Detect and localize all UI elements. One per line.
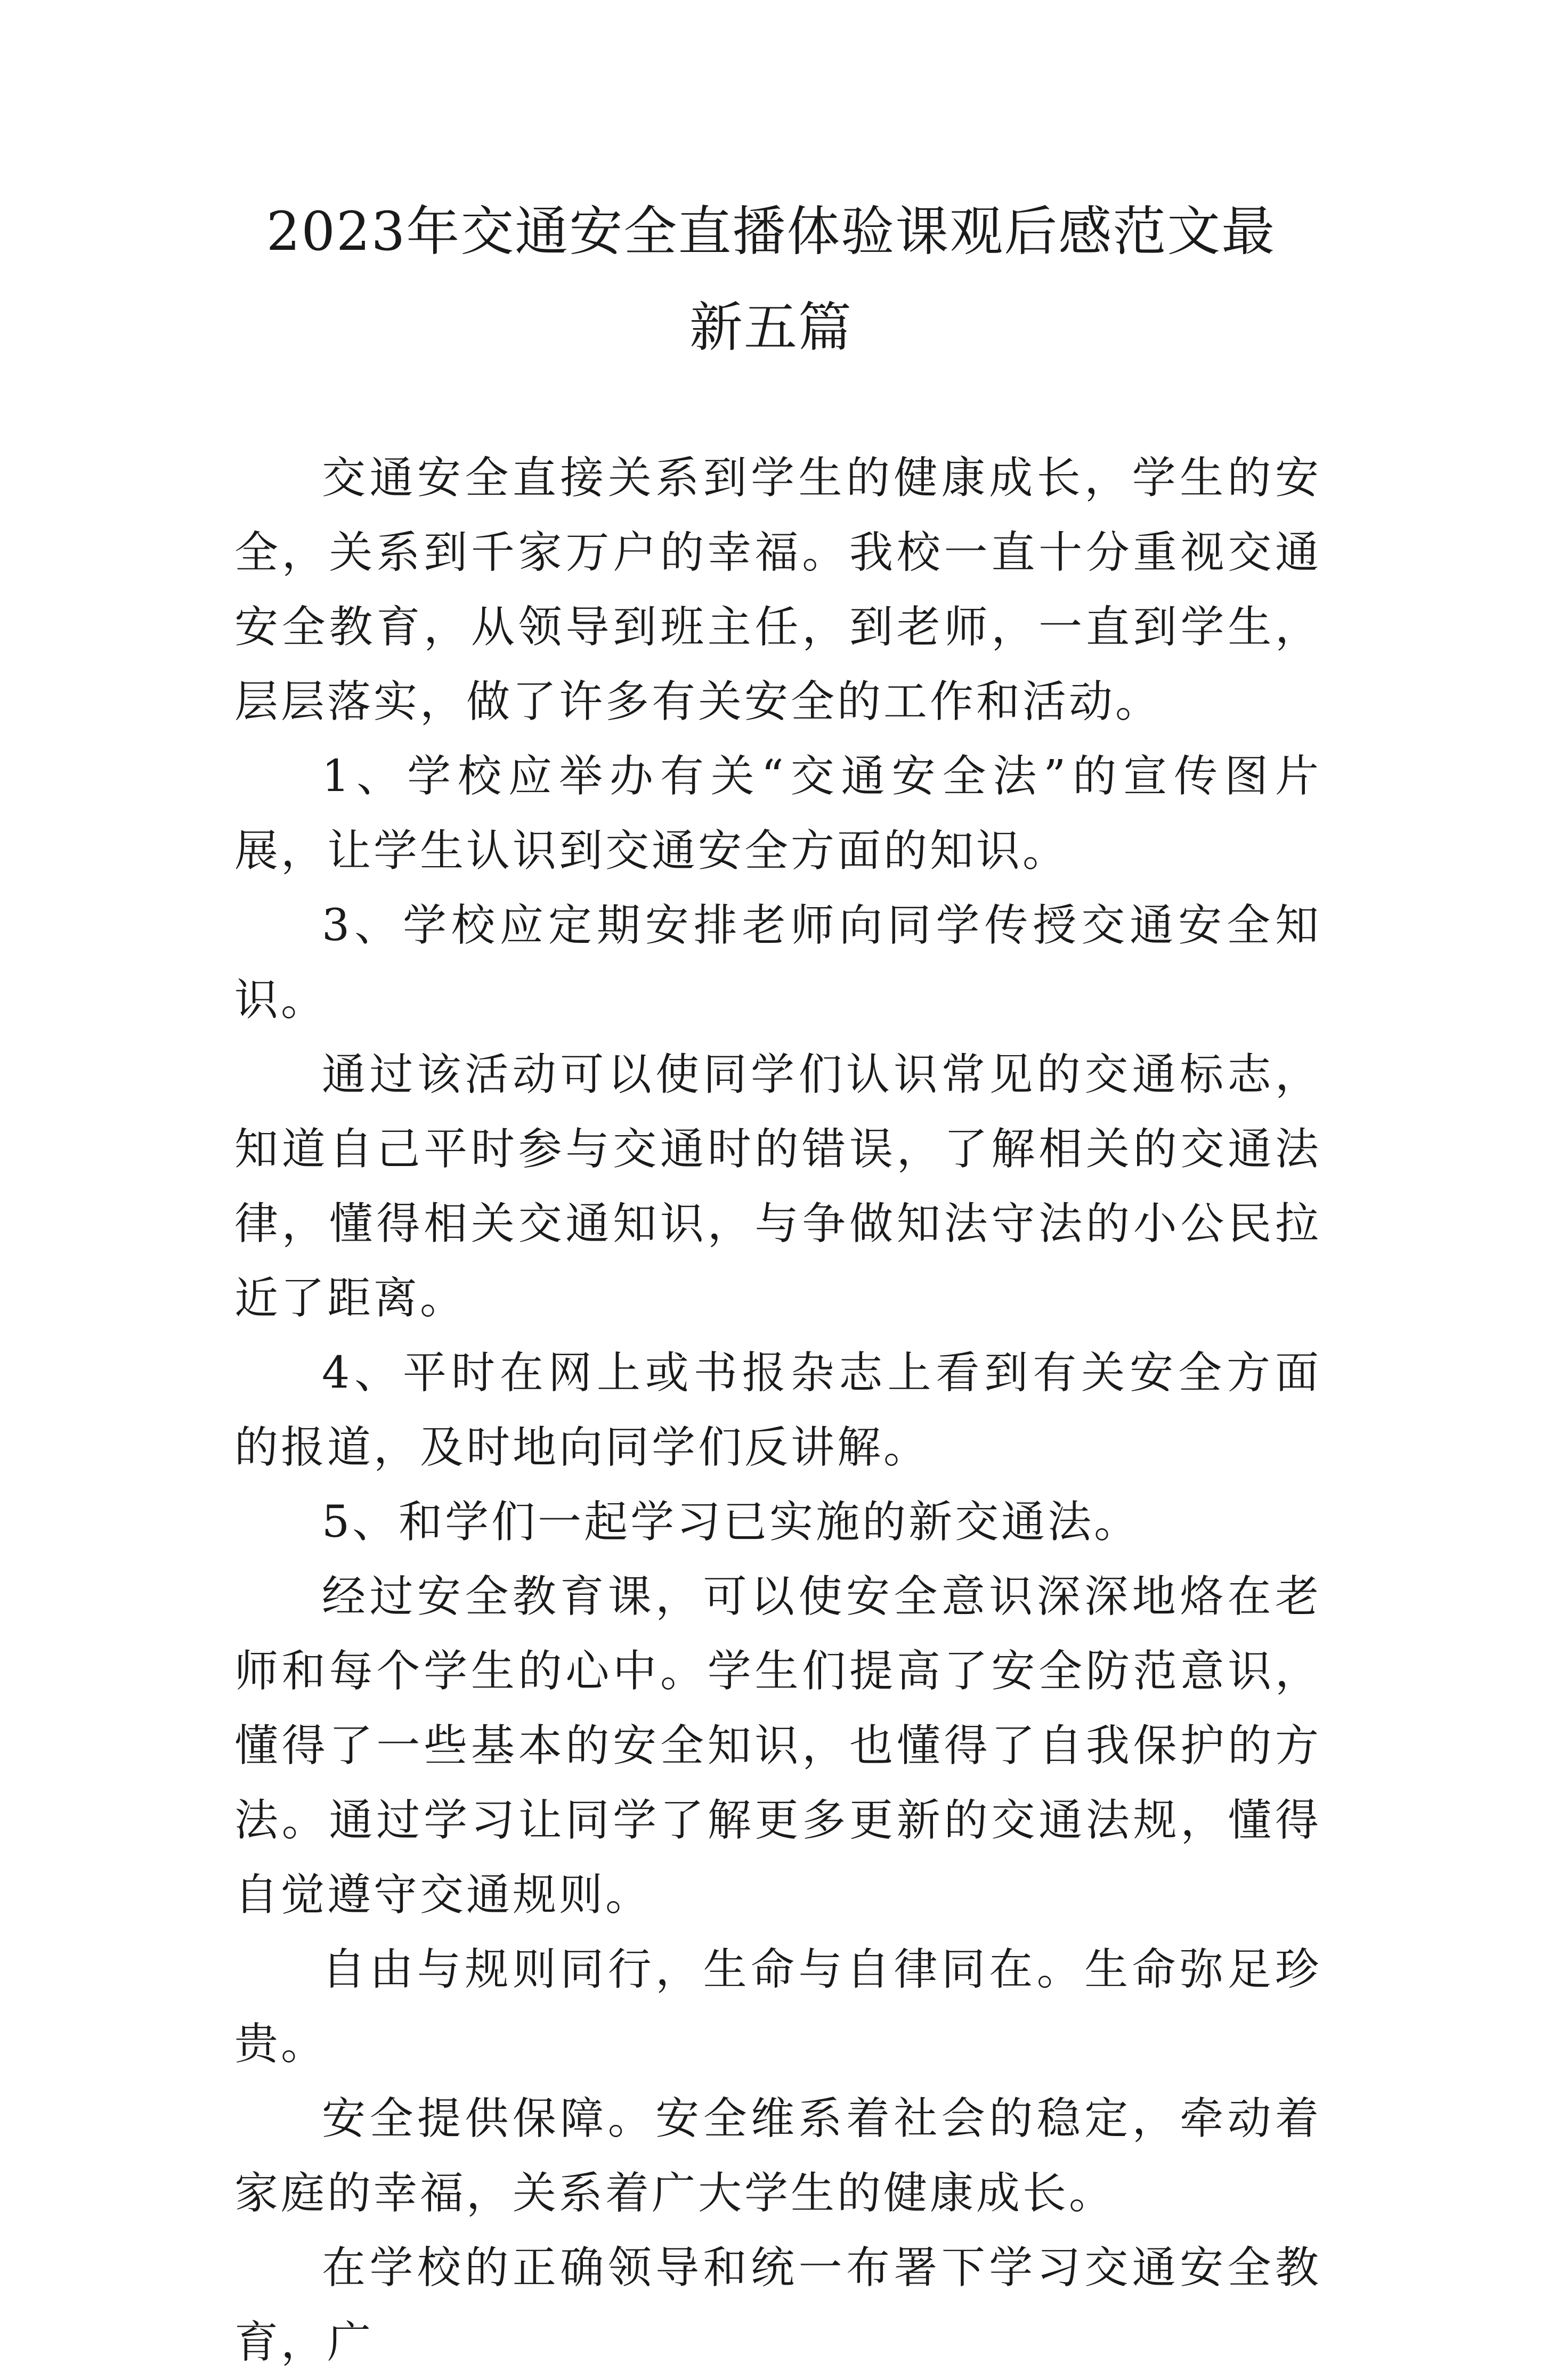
paragraph: 自由与规则同行，生命与自律同在。生命弥足珍贵。 xyxy=(234,1944,1321,2069)
paragraph: 通过该活动可以使同学们认识常见的交通标志，知道自己平时参与交通时的错误，了解相关的交通法律，懂得相关交通知识，与争做知法守法的小公民拉近了距离。 xyxy=(234,1049,1321,1324)
title-line-1: 2023年交通安全直播体验课观后感范文最 xyxy=(266,200,1276,263)
paragraph: 交通安全直接关系到学生的健康成长，学生的安全，关系到千家万户的幸福。我校一直十分重视交通安全教育，从领导到班主任，到老师，一直到学生，层层落实，做了许多有关安全的工作和活动。 xyxy=(234,453,1321,727)
paragraph: 5、和学们一起学习已实施的新交通法。 xyxy=(322,1497,1141,1547)
paragraph: 安全提供保障。安全维系着社会的稳定，牵动着家庭的幸福，关系着广大学生的健康成长。 xyxy=(234,2093,1321,2219)
paragraph: 4、平时在网上或书报杂志上看到有关安全方面的报道，及时地向同学们反讲解。 xyxy=(234,1348,1321,1473)
paragraph: 经过安全教育课，可以使安全意识深深地烙在老师和每个学生的心中。学生们提高了安全防范意识，懂得了一些基本的安全知识，也懂得了自我保护的方法。通过学习让同学了解更多更新的交通法规，懂得自觉遵守交通规则。 xyxy=(234,1571,1321,1920)
paragraph: 3、学校应定期安排老师向同学传授交通安全知识。 xyxy=(234,900,1321,1025)
document-title xyxy=(224,184,1318,376)
paragraph: 1、学校应举办有关“交通安全法”的宣传图片展，让学生认识到交通安全方面的知识。 xyxy=(234,751,1321,876)
paragraph: 在学校的正确领导和统一布署下学习交通安全教育，广 xyxy=(234,2243,1321,2368)
title-line-2: 新五篇 xyxy=(689,296,853,358)
document-body xyxy=(234,441,1321,2380)
